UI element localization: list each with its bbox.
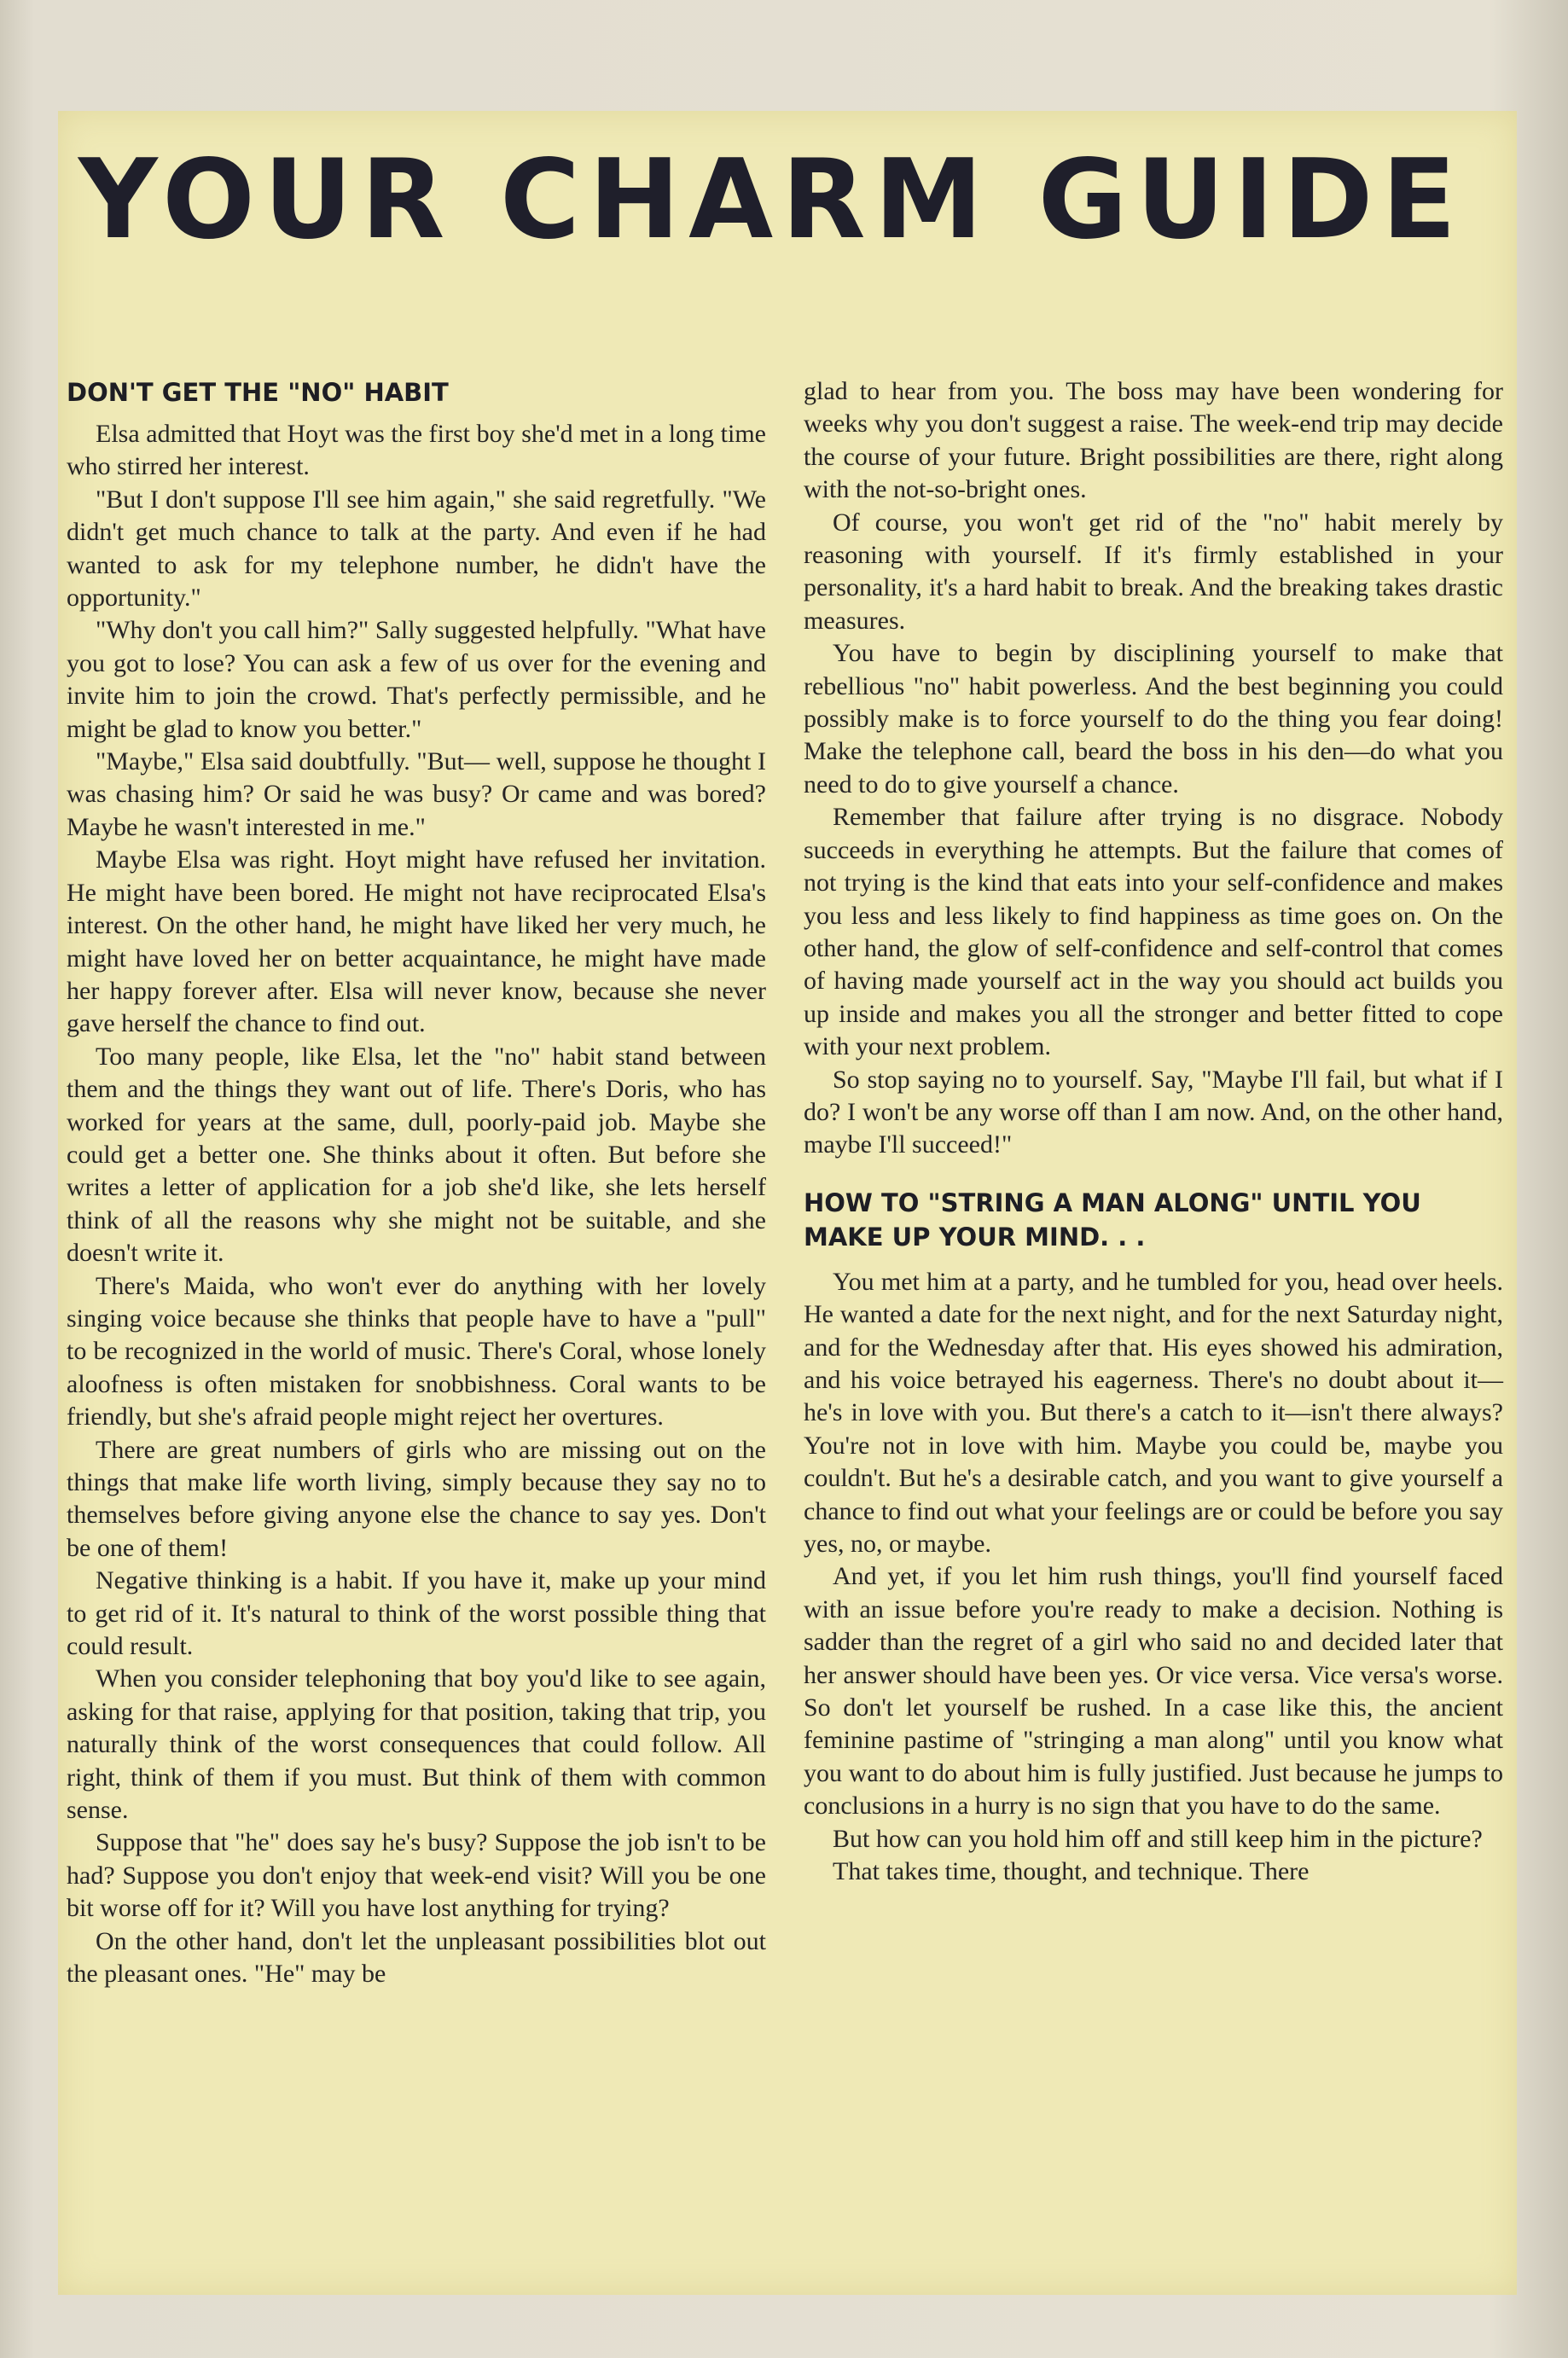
left-column [67,375,766,1991]
paragraph: Negative thinking is a habit. If you have it, make up your mind to get rid of it. It's natural to think of the worst possible thing that could result. [67,1566,766,1661]
paragraph: Remember that failure after trying is no disgrace. Nobody succeeds in everything he attempts. But the failure that comes of not trying is the kind that eats into your self-confidence and makes you less and less likely to find happiness as time goes on. On the other hand, the glow of self-confidence and self-control that comes of having made yourself act in the way you should act builds you up inside and makes you all the stronger and better fitted to cope with your next problem. [804,803,1503,1061]
paragraph: "Why don't you call him?" Sally suggested helpfully. "What have you got to lose? You can ask a few of us over for the evening and invite him to join the crowd. That's perfectly permissible, and he might be glad to know you better." [67,616,766,743]
right-column [804,375,1503,1888]
article-title: YOUR CHARM GUIDE [78,136,1465,264]
paragraph: So stop saying no to yourself. Say, "Maybe I'll fail, but what if I do? I won't be any worse off than I am now. And, on the other hand, maybe I'll succeed!" [804,1065,1503,1159]
paragraph: glad to hear from you. The boss may have been wondering for weeks why you don't suggest a raise. The week-end trip may decide the course of your future. Bright possibilities are there, right along with the not-so-bright ones. [804,377,1503,504]
section2-paragraphs [804,1266,1503,1889]
section-heading-no-habit: DON'T GET THE "NO" HABIT [67,378,449,407]
paragraph: There's Maida, who won't ever do anything with her lovely singing voice because she thinks that people have to have a "pull" to be recognized in the world of music. There's Coral, whose lonely aloofness is often mistaken for snobbishness. Coral wants to be friendly, but she's afraid people might reject her overtures. [67,1271,766,1432]
paragraph: Of course, you won't get rid of the "no" habit merely by reasoning with yourself. If it's firmly established in your personality, it's a hard habit to break. And the breaking takes drastic measures. [804,508,1503,635]
paragraph: On the other hand, don't let the unpleasant possibilities blot out the pleasant ones. "He" may be [67,1926,766,1989]
paragraph: "But I don't suppose I'll see him again," she said regretfully. "We didn't get much chance to talk at the party. And even if he had wanted to ask for my telephone number, he didn't have the opportunity." [67,485,766,613]
left-paragraphs [67,418,766,1991]
right-paragraphs [804,375,1503,1162]
section-heading-string-along: HOW TO "STRING A MAN ALONG" UNTIL YOU MAKE UP YOUR MIND. . . [804,1188,1421,1252]
paragraph: You have to begin by disciplining yourself to make that rebellious "no" habit powerless. And the best beginning you could possibly make is to force yourself to do the thing you fear doing! Make the telephone call, beard the boss in his den—do what you need to do to give yourself a chance. [804,639,1503,799]
paragraph: That takes time, thought, and technique. There [833,1857,1310,1886]
paragraph: You met him at a party, and he tumbled for you, head over heels. He wanted a date for the next night, and for the next Saturday night, and for the Wednesday after that. His eyes showed his admiration, and his voice betrayed his eagerness. There's no doubt about it—he's in love with you. But there's a catch to it—isn't there always? You're not in love with him. Maybe you could be, maybe you couldn't. But he's a desirable catch, and you want to give yourself a chance to find out what your feelings are or could be before you say yes, no, or maybe. [804,1267,1503,1558]
paragraph: Suppose that "he" does say he's busy? Suppose the job isn't to be had? Suppose you don't enjoy that week-end visit? Will you be one bit worse off for it? Will you have lost anything for trying? [67,1828,766,1923]
paragraph: Too many people, like Elsa, let the "no" habit stand between them and the things they want out of life. There's Doris, who has worked for years at the same, dull, poorly-paid job. Maybe she could get a better one. She thinks about it often. But before she writes a letter of application for a job she'd like, she lets herself think of all the reasons why she might not be suitable, and she doesn't write it. [67,1042,766,1268]
paragraph: There are great numbers of girls who are missing out on the things that make life worth living, simply because they say no to themselves before giving anyone else the chance to say yes. Don't be one of them! [67,1435,766,1562]
paragraph: When you consider telephoning that boy you'd like to see again, asking for that raise, applying for that position, taking that trip, you naturally think of the worst consequences that could follow. All right, think of them if you must. But think of them with common sense. [67,1664,766,1825]
paragraph: Elsa admitted that Hoyt was the first boy she'd met in a long time who stirred her interest. [67,420,766,481]
paragraph: But how can you hold him off and still keep him in the picture? [833,1824,1483,1853]
paragraph: And yet, if you let him rush things, you'll find yourself faced with an issue before you're ready to make a decision. Nothing is sadder than the regret of a girl who said no and decided later that her answer should have been yes. Or vice versa. Vice versa's worse. So don't let yourself be rushed. In a case like this, the ancient feminine pastime of "stringing a man along" until you know what you want to do about him is fully justified. Just because he jumps to conclusions in a hurry is no sign that you have to do the same. [804,1562,1503,1821]
paragraph: Maybe Elsa was right. Hoyt might have refused her invitation. He might have been bored. He might not have reciprocated Elsa's interest. On the other hand, he might have liked her very much, he might have loved her on better acquaintance, he might have made her happy forever after. Elsa will never know, because she never gave herself the chance to find out. [67,845,766,1038]
paragraph: "Maybe," Elsa said doubtfully. "But— well, suppose he thought I was chasing him? Or said he was busy? Or came and was bored? Maybe he wasn't interested in me." [67,747,766,841]
